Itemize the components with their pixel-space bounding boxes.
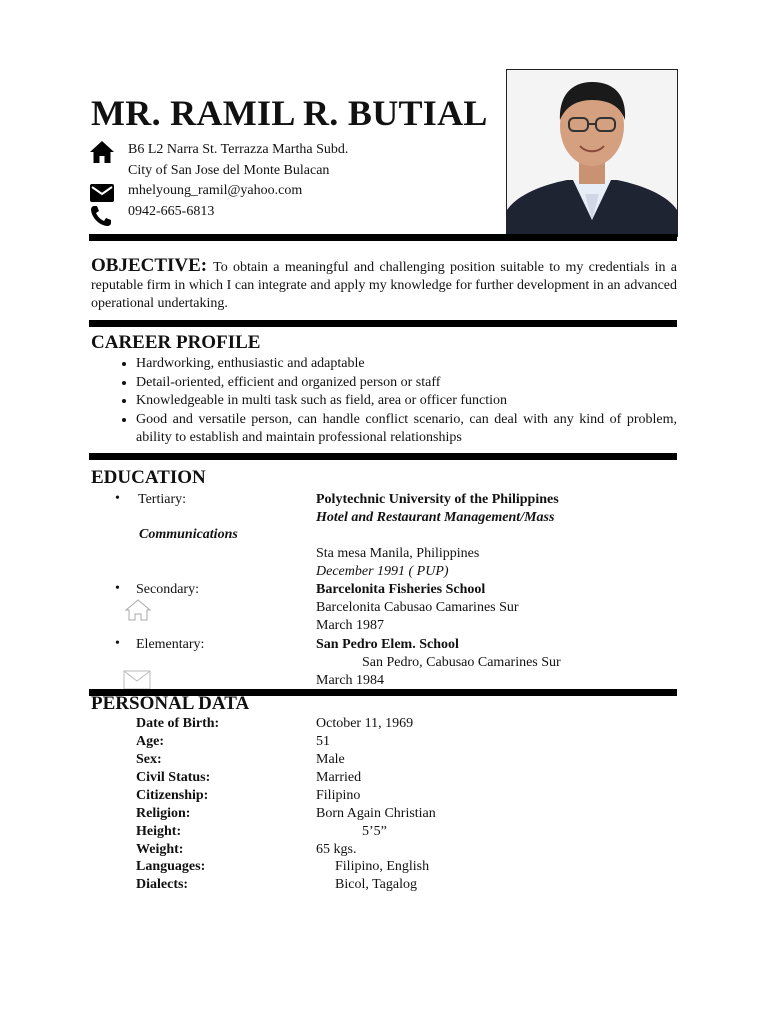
pd-value-height: 5’5”: [362, 824, 387, 839]
list-item: • Knowledgeable in multi task such as field, area or officer function: [136, 392, 677, 411]
profile-photo: [506, 69, 678, 237]
list-item: • Good and versatile person, can handle conflict scenario, can deal with any kind of problem, ability to establish and maintain professional relationships: [136, 411, 677, 448]
secondary-school: Barcelonita Fisheries School: [316, 582, 486, 597]
bullet: •: [115, 636, 120, 651]
mail-outline-icon: [123, 670, 151, 690]
applicant-name: MR. RAMIL R. BUTIAL: [91, 93, 488, 133]
email-address: mhelyoung_ramil@yahoo.com: [128, 183, 303, 198]
pd-value-religion: Born Again Christian: [316, 806, 436, 821]
pd-value-citizenship: Filipino: [316, 788, 361, 803]
secondary-date: March 1987: [316, 618, 385, 633]
pd-value-sex: Male: [316, 752, 345, 767]
list-item: • Detail-oriented, efficient and organized person or staff: [136, 374, 677, 393]
mail-icon: [89, 181, 115, 205]
pd-label-citizenship: Citizenship:: [136, 788, 209, 803]
pd-label-weight: Weight:: [136, 842, 184, 857]
bullet: •: [115, 491, 120, 506]
divider-objective: [89, 320, 677, 327]
address-line-2: City of San Jose del Monte Bulacan: [128, 163, 330, 178]
list-item: • Hardworking, enthusiastic and adaptable: [136, 355, 677, 374]
education-title: EDUCATION: [91, 467, 206, 488]
objective-text: To obtain a meaningful and challenging position suitable to my credentials in a reputable firm in which I can integrate and apply my knowledge for further development in an advanced operational undertaking.: [91, 260, 677, 311]
tertiary-course-cont: Communications: [139, 527, 238, 542]
elementary-date: March 1984: [316, 673, 385, 688]
secondary-label: Secondary:: [136, 582, 199, 597]
personal-data-title: PERSONAL DATA: [91, 693, 250, 714]
pd-label-religion: Religion:: [136, 806, 191, 821]
pd-label-languages: Languages:: [136, 859, 206, 874]
career-profile-list: [91, 355, 677, 448]
home-icon: [89, 140, 115, 164]
phone-number: 0942-665-6813: [128, 204, 215, 219]
pd-label-dialects: Dialects:: [136, 877, 189, 892]
pd-value-age: 51: [316, 734, 330, 749]
tertiary-location: Sta mesa Manila, Philippines: [316, 546, 480, 561]
pd-value-birth: October 11, 1969: [316, 716, 414, 731]
home-outline-icon: [124, 598, 152, 622]
pd-label-sex: Sex:: [136, 752, 162, 767]
pd-label-age: Age:: [136, 734, 164, 749]
pd-value-languages: Filipino, English: [335, 859, 430, 874]
objective-section: [91, 257, 677, 313]
pd-label-height: Height:: [136, 824, 182, 839]
secondary-location: Barcelonita Cabusao Camarines Sur: [316, 600, 519, 615]
objective-label: OBJECTIVE:: [91, 255, 208, 276]
divider-header: [89, 234, 677, 241]
pd-value-civil-status: Married: [316, 770, 362, 785]
pd-label-birth: Date of Birth:: [136, 716, 220, 731]
tertiary-course: Hotel and Restaurant Management/Mass: [316, 510, 555, 525]
pd-value-weight: 65 kgs.: [316, 842, 357, 857]
divider-career: [89, 453, 677, 460]
tertiary-label: Tertiary:: [138, 492, 186, 507]
elementary-label: Elementary:: [136, 637, 205, 652]
address-line-1: B6 L2 Narra St. Terrazza Martha Subd.: [128, 142, 349, 157]
elementary-school: San Pedro Elem. School: [316, 637, 459, 652]
tertiary-date: December 1991 ( PUP): [316, 564, 449, 579]
phone-icon: [89, 204, 115, 228]
pd-label-civil-status: Civil Status:: [136, 770, 211, 785]
elementary-location: San Pedro, Cabusao Camarines Sur: [362, 655, 561, 670]
tertiary-school: Polytechnic University of the Philippines: [316, 492, 559, 507]
career-profile-title: CAREER PROFILE: [91, 332, 261, 353]
bullet: •: [115, 581, 120, 596]
pd-value-dialects: Bicol, Tagalog: [335, 877, 417, 892]
